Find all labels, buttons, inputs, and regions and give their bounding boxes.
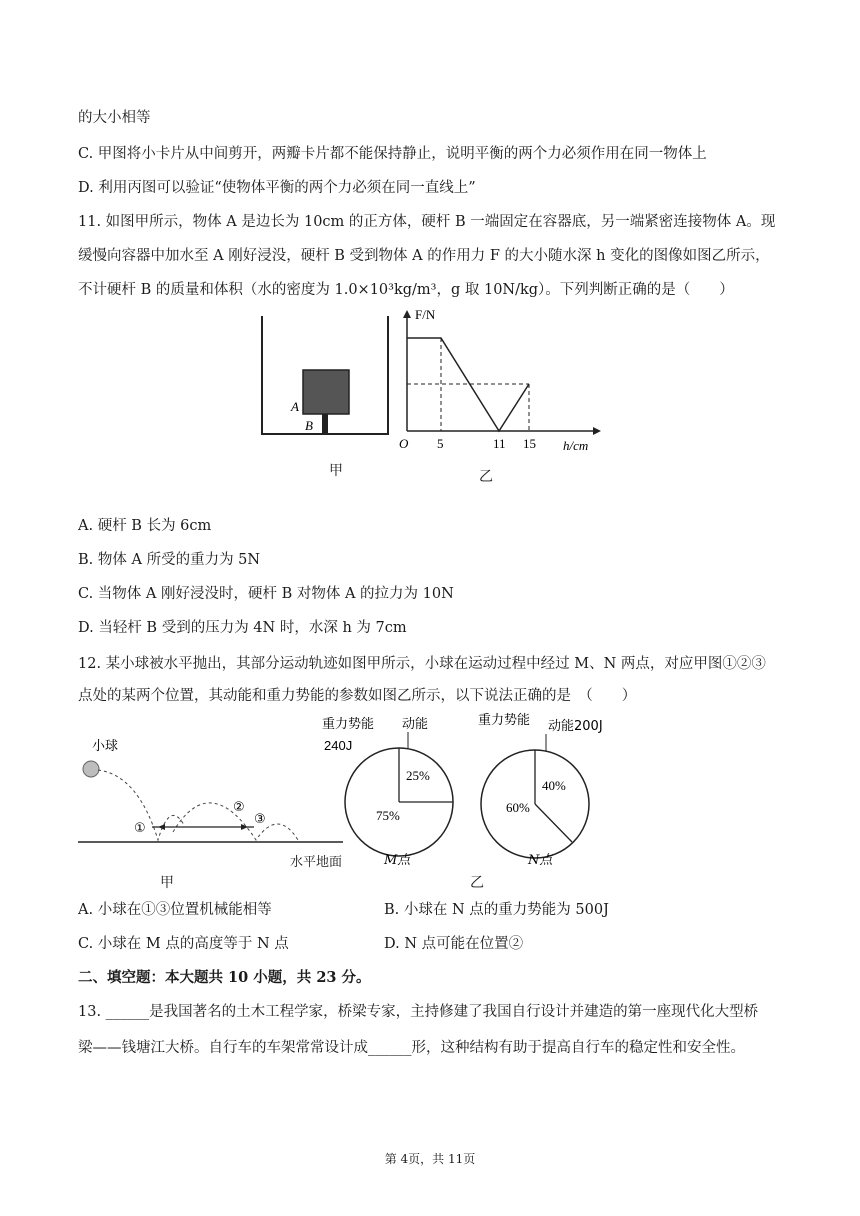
- figure-caption-jia: 甲: [329, 463, 343, 479]
- m-pe-pct: 75%: [376, 808, 400, 823]
- ball-icon: [83, 761, 99, 777]
- text-line: 的大小相等: [78, 110, 151, 126]
- question-11-stem: 缓慢向容器中加水至 A 刚好浸没，硬杆 B 受到物体 A 的作用力 F 的大小随水深 h 变化的图像如图乙所示，: [78, 248, 770, 264]
- figure-caption-yi: 乙: [479, 469, 493, 485]
- n-point-label: N点: [528, 853, 553, 868]
- page-footer: 第 4页，共 11页: [384, 1152, 476, 1166]
- text-line: C. 甲图将小卡片从中间剪开，两瓣卡片都不能保持静止，说明平衡的两个力必须作用在同一物体上: [78, 146, 707, 162]
- n-ke-pct: 40%: [542, 778, 566, 793]
- option-a: A. 小球在①③位置机械能相等: [78, 902, 272, 918]
- m-ke-pct: 25%: [406, 768, 430, 783]
- option-d: D. N 点可能在位置②: [384, 936, 524, 952]
- origin-label: O: [399, 436, 409, 451]
- option-c: C. 当物体 A 刚好浸没时，硬杆 B 对物体 A 的拉力为 10N: [78, 586, 454, 602]
- ball-label: 小球: [92, 739, 119, 754]
- object-a-cube: [303, 370, 349, 414]
- n-pe-pct: 60%: [506, 800, 530, 815]
- question-12-stem: 12. 某小球被水平抛出，其部分运动轨迹如图甲所示，小球在运动过程中经过 M、N 两点，对应甲图①②③: [78, 656, 766, 672]
- question-13-stem: 梁——钱塘江大桥。自行车的车架常常设计成______形，这种结构有助于提高自行车的稳定性和安全性。: [78, 1040, 745, 1056]
- question-11-stem: 11. 如图甲所示，物体 A 是边长为 10cm 的正方体，硬杆 B 一端固定在容器底，另一端紧密连接物体 A。现: [78, 214, 776, 230]
- option-b: B. 物体 A 所受的重力为 5N: [78, 552, 261, 568]
- position-2: ②: [233, 800, 245, 815]
- force-curve: [407, 338, 529, 431]
- n-pe-label: 重力势能: [478, 713, 531, 728]
- n-ke-label: 动能200J: [548, 719, 603, 734]
- ground-label: 水平地面: [290, 855, 343, 870]
- tick-11: 11: [493, 436, 506, 451]
- y-axis-label: F/N: [415, 307, 436, 322]
- option-a: A. 硬杆 B 长为 6cm: [78, 518, 212, 534]
- question-13-stem: 13. ______是我国著名的土木工程学家，桥梁专家，主持修建了我国自行设计并建造的第一座现代化大型桥: [78, 1004, 759, 1020]
- section-heading: 二、填空题：本大题共 10 小题，共 23 分。: [78, 969, 371, 986]
- position-3: ③: [254, 812, 266, 827]
- rod-b: [322, 414, 328, 434]
- figure-11-jia-container: [258, 312, 398, 437]
- x-axis-label: h/cm: [563, 438, 589, 453]
- tick-15: 15: [523, 436, 536, 451]
- label-a: A: [291, 399, 299, 414]
- label-b: B: [305, 418, 313, 433]
- text-line: D. 利用丙图可以验证“使物体平衡的两个力必须在同一直线上”: [78, 180, 476, 196]
- question-12-stem: 点处的某两个位置，其动能和重力势能的参数如图乙所示，以下说法正确的是 （ ）: [78, 688, 637, 704]
- m-point-label: M点: [384, 853, 411, 868]
- option-b: B. 小球在 N 点的重力势能为 500J: [384, 902, 609, 918]
- m-pe-label: 重力势能: [322, 717, 375, 732]
- figure-11-yi-graph: [395, 304, 610, 454]
- figure-12-yi-pies: [310, 712, 610, 872]
- option-c: C. 小球在 M 点的高度等于 N 点: [78, 936, 289, 952]
- question-11-stem: 不计硬杆 B 的质量和体积（水的密度为 1.0×10³kg/m³，g 取 10N/kg）。下列判断正确的是（ ）: [78, 282, 734, 298]
- m-pe-value: 240J: [324, 738, 353, 753]
- position-1: ①: [134, 821, 146, 836]
- figure-caption-jia: 甲: [160, 875, 174, 891]
- option-d: D. 当轻杆 B 受到的压力为 4N 时，水深 h 为 7cm: [78, 620, 407, 636]
- tick-5: 5: [437, 436, 444, 451]
- m-ke-label: 动能: [402, 717, 429, 732]
- figure-caption-yi: 乙: [470, 875, 484, 891]
